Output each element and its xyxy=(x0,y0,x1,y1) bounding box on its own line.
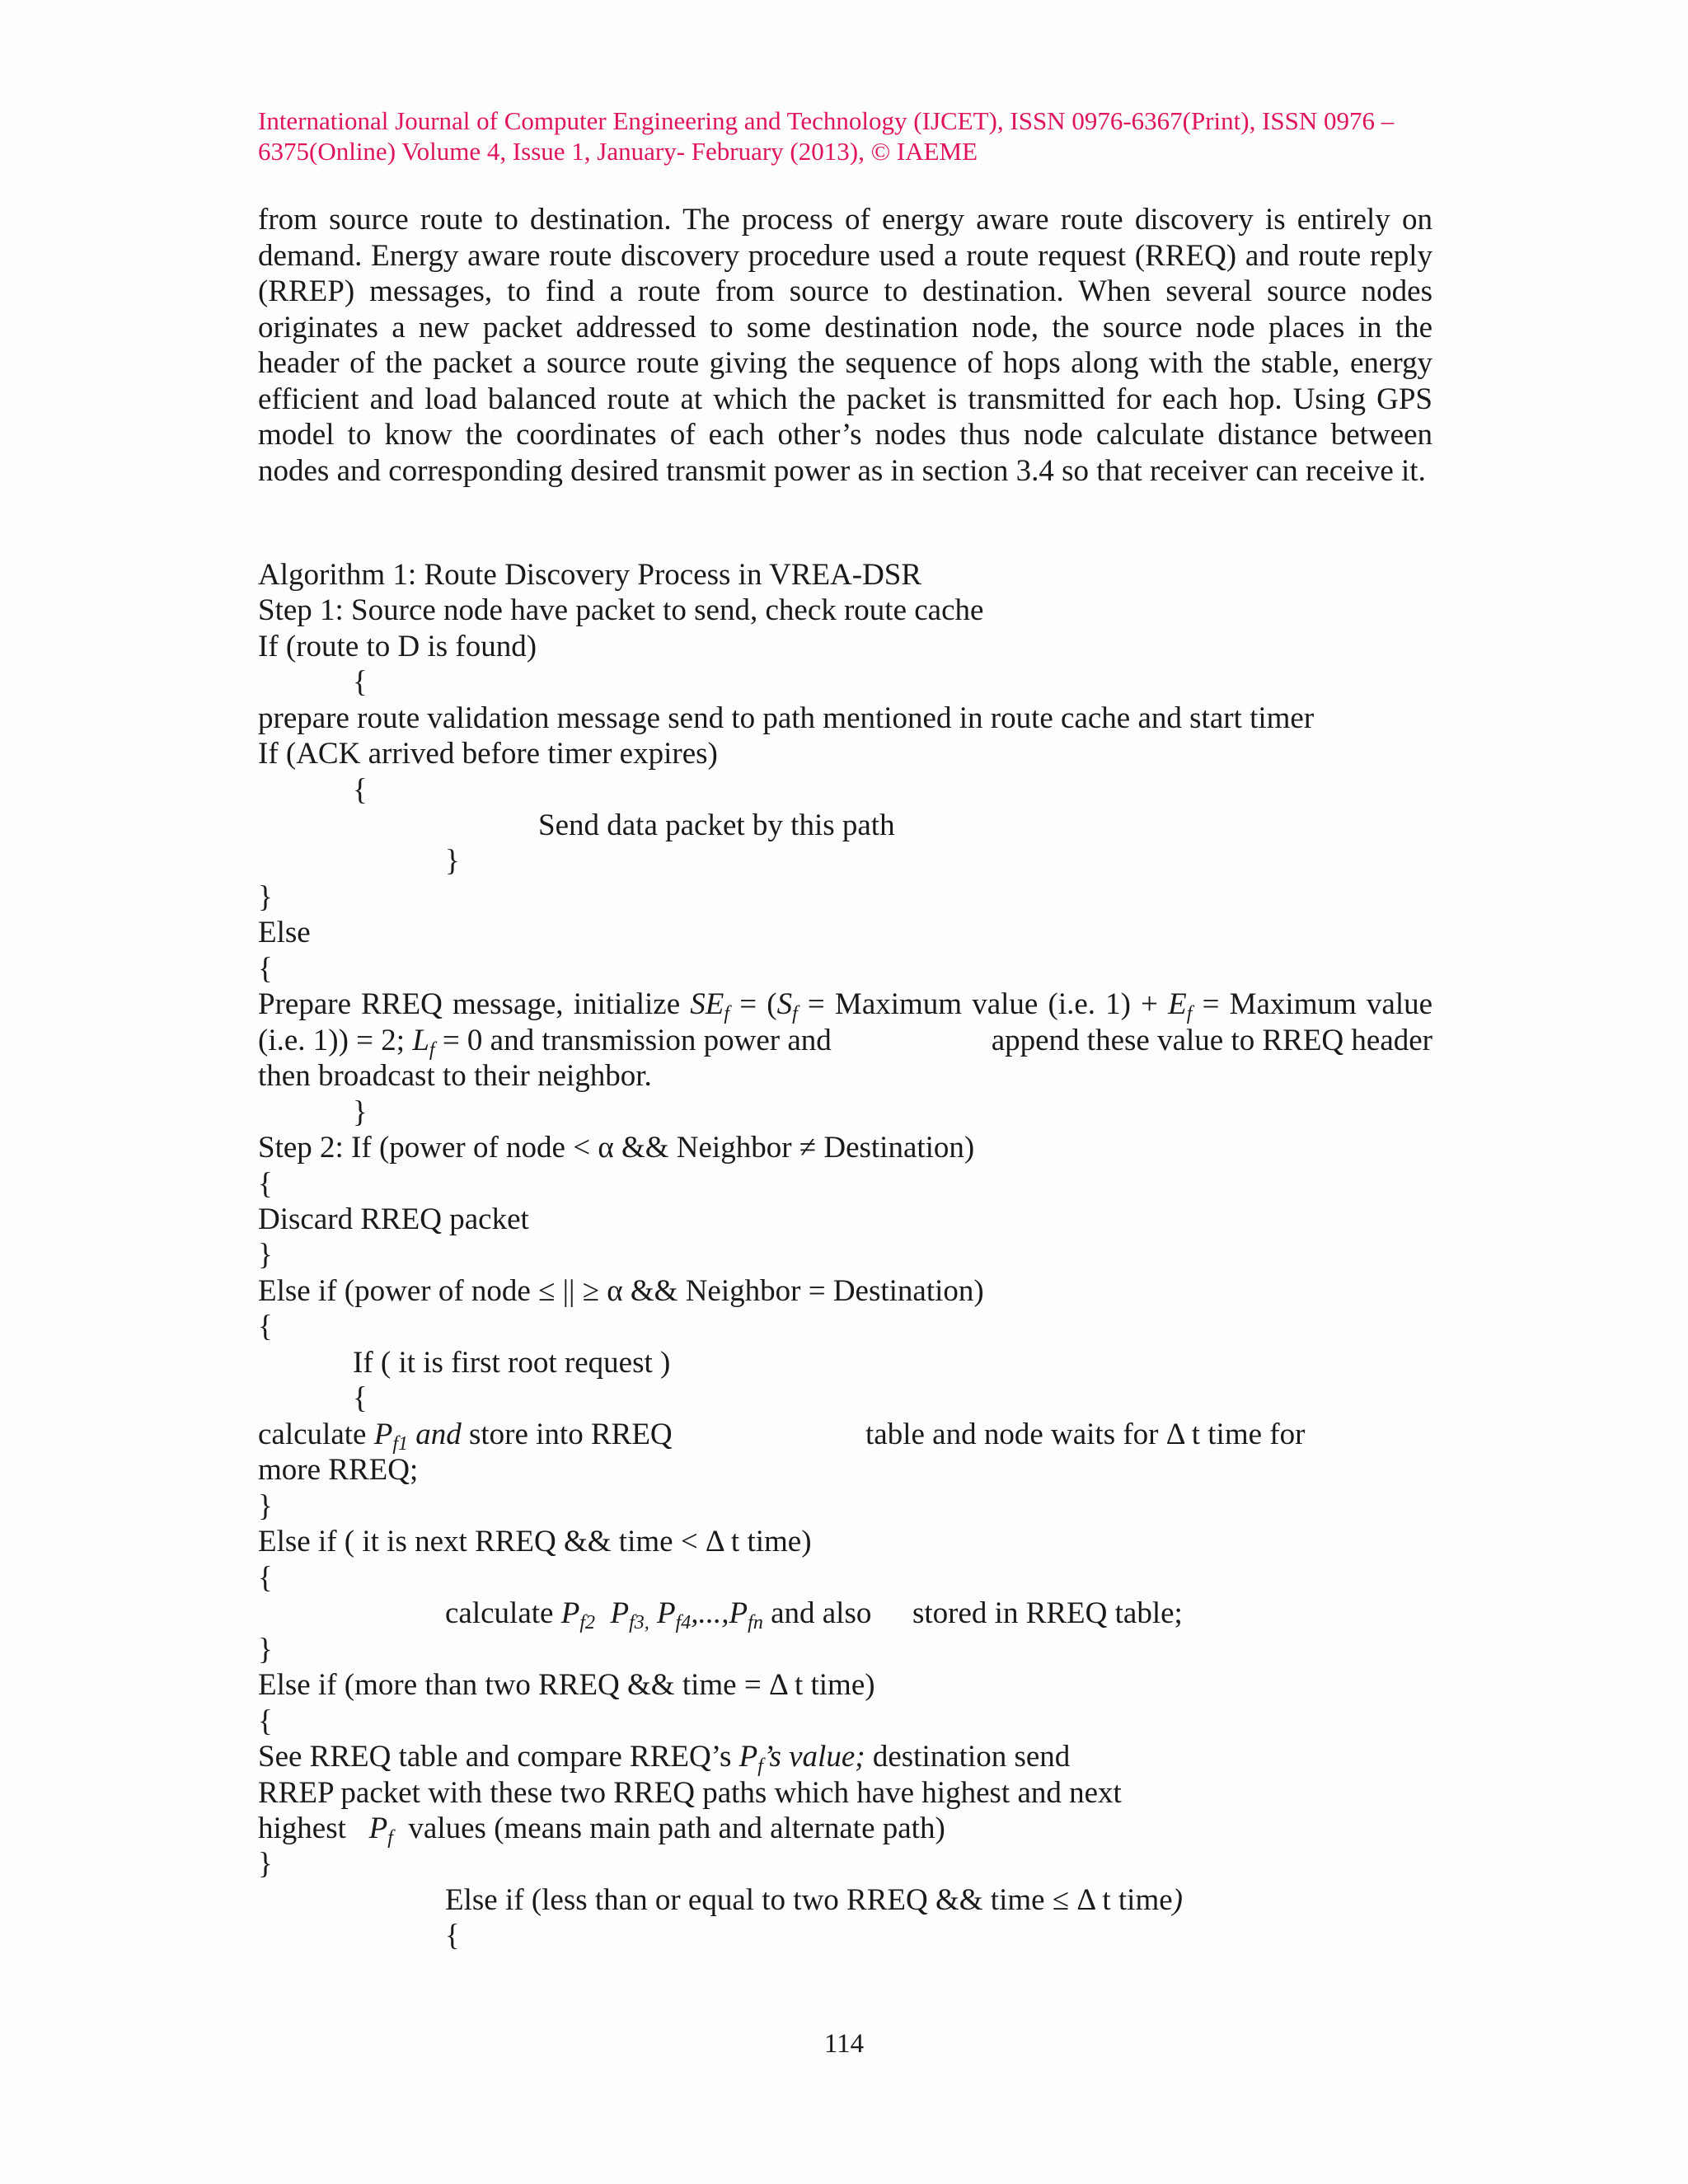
subscript-f: f xyxy=(724,1003,730,1024)
more-rreq: more RREQ; xyxy=(258,1453,419,1487)
p-symbol: P xyxy=(368,1811,388,1845)
see-b: destination send xyxy=(872,1740,1071,1774)
subscript-f1: f1 xyxy=(392,1433,408,1455)
p-symbol: P xyxy=(610,1596,630,1630)
calc-a: calculate xyxy=(258,1418,367,1451)
see-rreq-table xyxy=(258,1739,1071,1777)
p-symbol: P xyxy=(373,1418,393,1451)
journal-header-line2: 6375(Online) Volume 4, Issue 1, January- February (2013), © IAEME xyxy=(258,137,978,166)
else-if-power: Else if (power of node ≤ || ≥ α && Neighbor = Destination) xyxy=(258,1274,984,1308)
open-brace: { xyxy=(445,1919,460,1952)
open-brace: { xyxy=(353,773,368,807)
p-symbol: P xyxy=(560,1596,580,1630)
line2-c: append these value to RREQ header xyxy=(991,1024,1432,1057)
send-data: Send data packet by this path xyxy=(538,808,895,842)
subscript-f: f xyxy=(1186,1003,1193,1024)
if-route-found: If (route to D is found) xyxy=(258,630,537,663)
calc-b: store into RREQ xyxy=(468,1418,673,1451)
prepare-rreq-a: Prepare RREQ message, initialize xyxy=(258,987,681,1021)
line2-b: = 0 and transmission power and xyxy=(442,1024,832,1057)
highest-a: highest xyxy=(258,1811,346,1845)
calc2-a: calculate xyxy=(445,1596,554,1630)
calculate-pf1 xyxy=(258,1417,673,1455)
step-1: Step 1: Source node have packet to send, check route cache xyxy=(258,593,984,627)
rreq-init-line2 xyxy=(258,1023,832,1061)
subscript-fn: fn xyxy=(748,1612,763,1633)
open-brace: { xyxy=(353,665,368,699)
else-if-less xyxy=(445,1882,1183,1918)
prepare-rreq-b: = ( xyxy=(739,987,777,1021)
prepare-validation: prepare route validation message send to path mentioned in route cache and start timer xyxy=(258,701,1315,735)
subscript-f4: f4 xyxy=(675,1612,692,1633)
if-first-request: If ( it is first root request ) xyxy=(353,1346,671,1380)
close-brace: } xyxy=(258,880,273,914)
open-brace: { xyxy=(258,1704,273,1738)
see-pf: ’s value; xyxy=(762,1740,865,1774)
prepare-rreq-c: = Maximum value (i.e. 1) + xyxy=(807,987,1158,1021)
subscript-f: f xyxy=(429,1039,435,1061)
highest-values xyxy=(258,1811,945,1849)
intro-paragraph: from source route to destination. The process of energy aware route discovery is entirely on demand. Energy aware route discovery procedure used a route request (RREQ) and route reply (RREP) messages, to find a route from source to destination. When several source nodes originates a new packet addressed to some destination node, the source node places in the header of the packet a source route giving the sequence of hops along with the stable, energy efficient and load balanced route at which the packet is transmitted for each hop. Using GPS model to know the coordinates of each other’s nodes thus node calculate distance between nodes and corresponding desired transmit power as in section 3.4 so that receiver can receive it. xyxy=(258,203,1432,488)
close-brace: } xyxy=(258,1847,273,1881)
p-symbol: P xyxy=(729,1596,748,1630)
subscript-f: f xyxy=(387,1827,393,1849)
calc-and: and xyxy=(415,1418,462,1451)
see-a: See RREQ table and compare RREQ’s xyxy=(258,1740,732,1774)
open-brace: { xyxy=(258,1561,273,1595)
close-brace: } xyxy=(258,1238,273,1272)
subscript-f: f xyxy=(757,1755,763,1777)
calc2-dots: ,..., xyxy=(691,1596,729,1630)
open-brace: { xyxy=(258,1167,273,1201)
discard-rreq: Discard RREQ packet xyxy=(258,1202,529,1236)
subscript-f2: f2 xyxy=(579,1612,595,1633)
p-symbol: P xyxy=(657,1596,676,1630)
e-symbol: E xyxy=(1168,987,1187,1021)
open-brace: { xyxy=(258,1310,273,1343)
se-symbol: SE xyxy=(690,987,724,1021)
l-symbol: L xyxy=(412,1024,429,1057)
paren-close: ) xyxy=(1172,1883,1183,1917)
calc2-c: stored in RREQ table; xyxy=(912,1596,1183,1630)
p-symbol: P xyxy=(738,1740,758,1774)
open-brace: { xyxy=(258,952,273,986)
close-brace: } xyxy=(258,1633,273,1666)
prepare-rreq-line xyxy=(258,987,1432,1022)
highest-b: values (means main path and alternate path) xyxy=(408,1811,945,1845)
else-if-next: Else if ( it is next RREQ && time < Δ t time) xyxy=(258,1525,812,1558)
rrep-line: RREP packet with these two RREQ paths which have highest and next xyxy=(258,1776,1122,1810)
close-brace: } xyxy=(258,1489,273,1523)
calculate-pf-series xyxy=(445,1596,871,1631)
page-number: 114 xyxy=(823,2029,865,2059)
subscript-f: f xyxy=(792,1003,798,1024)
close-brace: } xyxy=(445,844,460,878)
open-brace: { xyxy=(353,1381,368,1415)
journal-header-line1: International Journal of Computer Engineering and Technology (IJCET), ISSN 0976-6367(Print), ISSN 0976 – xyxy=(258,106,1395,135)
else-keyword: Else xyxy=(258,916,311,949)
step-2: Step 2: If (power of node < α && Neighbor ≠ Destination) xyxy=(258,1131,975,1165)
if-ack: If (ACK arrived before timer expires) xyxy=(258,737,718,771)
line2-a: (i.e. 1)) = 2; xyxy=(258,1024,406,1057)
else-if-more: Else if (more than two RREQ && time = Δ t time) xyxy=(258,1668,875,1702)
s-symbol: S xyxy=(776,987,793,1021)
broadcast-line: then broadcast to their neighbor. xyxy=(258,1059,652,1093)
close-brace: } xyxy=(353,1095,368,1129)
algorithm-title: Algorithm 1: Route Discovery Process in VREA-DSR xyxy=(258,558,922,592)
prepare-rreq-d: = Maximum value xyxy=(1202,987,1433,1021)
calc-c: table and node waits for Δ t time for xyxy=(865,1418,1306,1451)
calc2-b: and also xyxy=(771,1596,872,1630)
subscript-f3: f3, xyxy=(629,1612,649,1633)
else-if-less-text: Else if (less than or equal to two RREQ && time ≤ Δ t time xyxy=(445,1883,1173,1917)
